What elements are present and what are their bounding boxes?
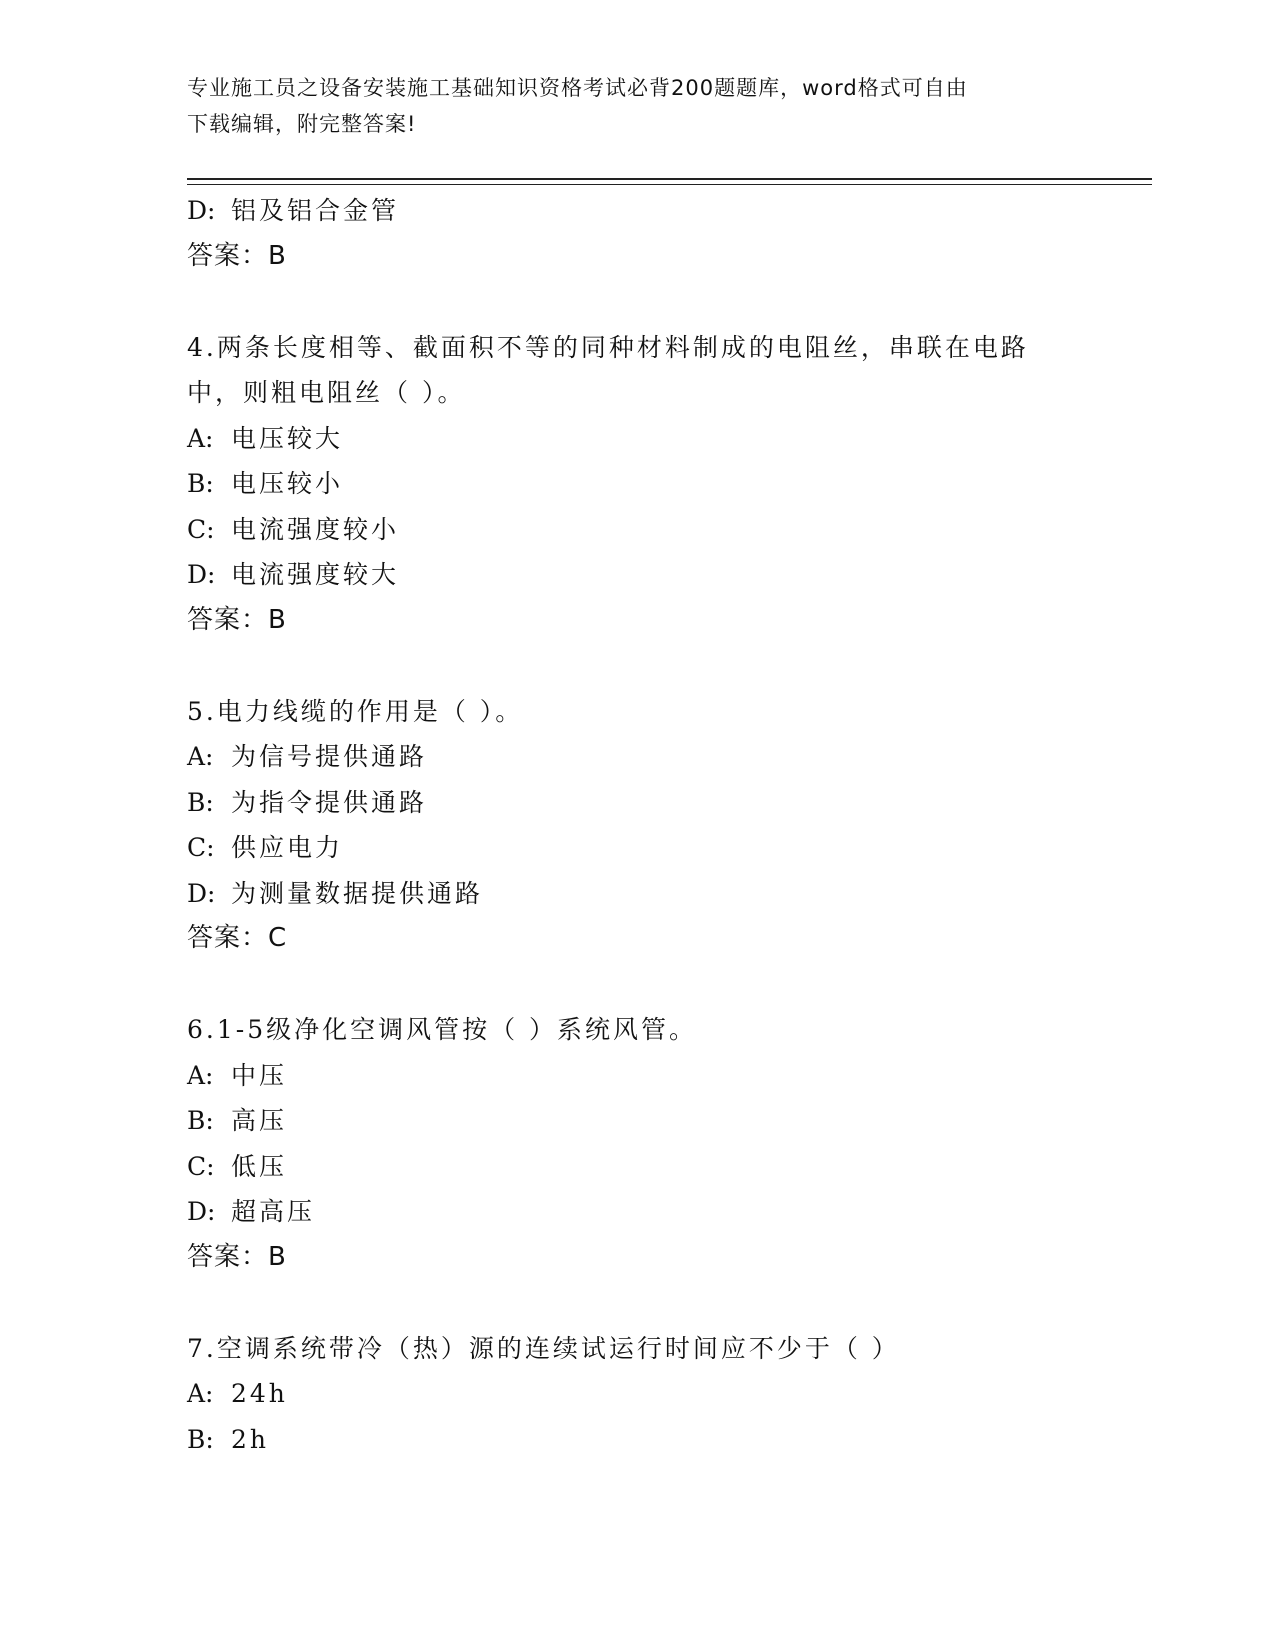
document-header — [187, 70, 1087, 142]
option-letter: B: — [187, 1424, 214, 1454]
option-text: 电流强度较小 — [231, 514, 400, 544]
option-letter: C: — [187, 1151, 215, 1181]
option-b — [187, 461, 1087, 507]
option-letter: C: — [187, 833, 215, 862]
option-text: 2h — [231, 1424, 270, 1454]
option-text: 电压较小 — [231, 469, 344, 498]
option-b — [187, 780, 1087, 826]
option-d — [187, 871, 1087, 917]
option-letter: A: — [187, 423, 214, 453]
option-a — [187, 734, 1087, 780]
option-c — [187, 1144, 1087, 1190]
option-text: 电流强度较大 — [231, 560, 400, 589]
option-text: 电压较大 — [231, 423, 344, 453]
option-text: 超高压 — [231, 1197, 316, 1226]
question-stem: 6.1-5级净化空调风管按（ ）系统风管。 — [187, 1015, 698, 1044]
option-letter: D: — [187, 878, 216, 908]
option-a — [187, 1053, 1087, 1099]
option-b — [187, 1417, 1087, 1463]
option-letter: D: — [187, 196, 216, 225]
option-b — [187, 1098, 1087, 1144]
spacer — [187, 643, 1087, 689]
option-letter: A: — [187, 1060, 214, 1090]
answer-line: 答案：B — [187, 604, 287, 635]
header-rule-thick — [187, 178, 1152, 180]
header-rule-thin — [187, 184, 1152, 185]
option-text: 高压 — [231, 1106, 288, 1135]
answer-line: 答案：C — [187, 923, 288, 953]
option-text: 供应电力 — [231, 833, 344, 862]
question-5 — [187, 689, 1087, 962]
question-stem: 中，则粗电阻丝（ ）。 — [187, 378, 466, 407]
option-letter: C: — [187, 514, 215, 544]
header-line-1: 专业施工员之设备安装施工基础知识资格考试必背200题题库，word格式可自由 — [187, 76, 968, 100]
question-7 — [187, 1326, 1087, 1463]
option-text: 中压 — [231, 1060, 288, 1090]
spacer — [187, 1280, 1087, 1326]
option-letter: A: — [187, 1379, 214, 1408]
option-text: 铝及铝合金管 — [231, 196, 400, 225]
question-stem: 5.电力线缆的作用是（ ）。 — [187, 696, 524, 726]
option-letter: B: — [187, 1106, 214, 1135]
option-c — [187, 825, 1087, 871]
option-a — [187, 1371, 1087, 1417]
answer-line: 答案：B — [187, 1241, 287, 1272]
spacer — [187, 279, 1087, 325]
option-text: 24h — [231, 1379, 288, 1408]
option-a — [187, 416, 1087, 462]
question-content — [187, 188, 1087, 1462]
question-6 — [187, 1007, 1087, 1280]
spacer — [187, 962, 1087, 1008]
answer-line: 答案：B — [187, 240, 287, 271]
question-stem: 4.两条长度相等、截面积不等的同种材料制成的电阻丝，串联在电路 — [187, 332, 1029, 362]
option-letter: D: — [187, 560, 216, 589]
option-d — [187, 552, 1087, 598]
option-c — [187, 507, 1087, 553]
option-text: 为信号提供通路 — [231, 742, 428, 771]
option-d — [187, 1189, 1087, 1235]
question-stem: 7.空调系统带冷（热）源的连续试运行时间应不少于（ ） — [187, 1333, 900, 1363]
option-letter: B: — [187, 787, 214, 817]
option-text: 为指令提供通路 — [231, 787, 428, 817]
question-4 — [187, 325, 1087, 644]
header-line-2: 下载编辑，附完整答案! — [187, 112, 417, 136]
option-letter: B: — [187, 469, 214, 498]
option-letter: A: — [187, 742, 214, 771]
option-letter: D: — [187, 1197, 216, 1226]
option-d — [187, 188, 1087, 234]
option-text: 为测量数据提供通路 — [231, 878, 484, 908]
option-text: 低压 — [231, 1151, 288, 1181]
